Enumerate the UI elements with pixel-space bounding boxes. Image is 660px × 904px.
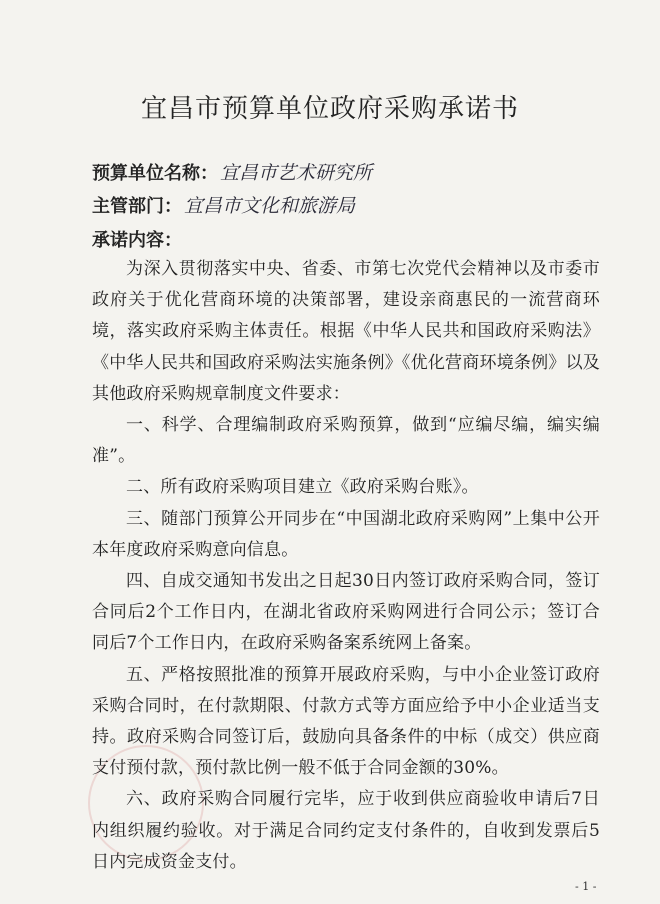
dept-label: 主管部门： <box>92 196 182 217</box>
page-number: - 1 - <box>575 880 597 893</box>
paragraph-item-6: 六、政府采购合同履行完毕，应于收到供应商验收申请后7日内组织履约验收。对于满足合同约定支付条件的，自收到发票后5日内完成资金支付。 <box>92 789 600 872</box>
paragraph-item-5: 五、严格按照批准的预算开展政府采购，与中小企业签订政府采购合同时，在付款期限、付款方式等方面应给予中小企业适当支持。政府采购合同签订后，鼓励向具备条件的中标（成交）供应商支付预付款，预付款比例一般不低于合同金额的30%。 <box>92 664 600 779</box>
unit-label: 预算单位名称： <box>92 163 218 184</box>
dept-field <box>92 191 355 218</box>
content-field <box>92 226 182 252</box>
content-label: 承诺内容： <box>92 230 182 251</box>
paragraph-item-3: 三、随部门预算公开同步在“中国湖北政府采购网”上集中公开本年度政府采购意向信息。 <box>92 508 600 560</box>
paragraph-intro: 为深入贯彻落实中央、省委、市第七次党代会精神以及市委市政府关于优化营商环境的决策部署，建设亲商惠民的一流营商环境，落实政府采购主体责任。根据《中华人民共和国政府采购法》《中华人民共和国政府采购法实施条例》《优化营商环境条例》以及其他政府采购规章制度文件要求： <box>92 259 600 404</box>
document-title: 宜昌市预算单位政府采购承诺书 <box>140 94 519 124</box>
paragraph-item-1: 一、科学、合理编制政府采购预算，做到“应编尽编，编实编准”。 <box>92 415 600 467</box>
dept-value-handwritten: 宜昌市文化和旅游局 <box>184 195 356 217</box>
commitment-body <box>92 254 600 878</box>
unit-value-handwritten: 宜昌市艺术研究所 <box>220 162 373 184</box>
unit-field <box>92 158 372 185</box>
paragraph-item-4: 四、自成交通知书发出之日起30日内签订政府采购合同，签订合同后2个工作日内，在湖北省政府采购网进行合同公示；签订合同后7个工作日内，在政府采购备案系统网上备案。 <box>92 571 600 654</box>
paragraph-item-2: 二、所有政府采购项目建立《政府采购台账》。 <box>126 477 479 498</box>
